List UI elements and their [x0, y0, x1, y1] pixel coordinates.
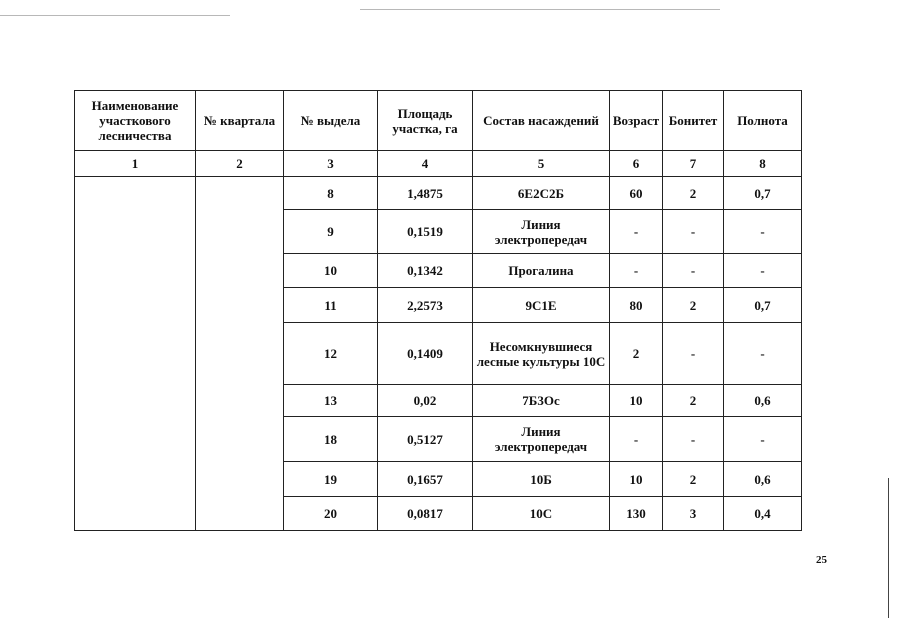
column-number: 5 [473, 151, 610, 177]
forestry-table [74, 90, 802, 531]
column-number-row [75, 151, 802, 177]
bonitet-cell: 2 [663, 177, 724, 210]
header-forestry-name: Наименование участкового лесничества [75, 91, 196, 151]
area-cell: 1,4875 [378, 177, 473, 210]
polnota-cell: 0,7 [724, 177, 802, 210]
vydel-cell: 20 [284, 497, 378, 531]
vydel-cell: 8 [284, 177, 378, 210]
area-cell: 0,0817 [378, 497, 473, 531]
age-cell: 10 [610, 385, 663, 417]
header-age: Возраст [610, 91, 663, 151]
age-cell: 60 [610, 177, 663, 210]
polnota-cell: 0,7 [724, 288, 802, 323]
vydel-cell: 19 [284, 462, 378, 497]
vydel-cell: 9 [284, 210, 378, 254]
area-cell: 0,1519 [378, 210, 473, 254]
area-cell: 0,1409 [378, 323, 473, 385]
scan-artifact-edge [888, 478, 889, 618]
bonitet-cell: 2 [663, 462, 724, 497]
forestry-name-cell [75, 177, 196, 531]
composition-cell: 6Е2С2Б [473, 177, 610, 210]
table-row [75, 177, 802, 210]
age-cell: 130 [610, 497, 663, 531]
polnota-cell: - [724, 417, 802, 462]
header-bonitet: Бонитет [663, 91, 724, 151]
area-cell: 2,2573 [378, 288, 473, 323]
polnota-cell: 0,4 [724, 497, 802, 531]
scan-artifact-line [360, 9, 720, 10]
area-cell: 0,1657 [378, 462, 473, 497]
age-cell: 80 [610, 288, 663, 323]
bonitet-cell: - [663, 210, 724, 254]
age-cell: - [610, 417, 663, 462]
column-number: 1 [75, 151, 196, 177]
header-row [75, 91, 802, 151]
header-area: Площадь участка, га [378, 91, 473, 151]
polnota-cell: 0,6 [724, 462, 802, 497]
polnota-cell: - [724, 323, 802, 385]
composition-cell: 7Б3Ос [473, 385, 610, 417]
scan-artifact-line [0, 15, 230, 16]
area-cell: 0,5127 [378, 417, 473, 462]
column-number: 2 [196, 151, 284, 177]
age-cell: - [610, 254, 663, 288]
vydel-cell: 11 [284, 288, 378, 323]
bonitet-cell: - [663, 417, 724, 462]
age-cell: 2 [610, 323, 663, 385]
column-number: 7 [663, 151, 724, 177]
area-cell: 0,1342 [378, 254, 473, 288]
age-cell: - [610, 210, 663, 254]
column-number: 8 [724, 151, 802, 177]
bonitet-cell: 3 [663, 497, 724, 531]
bonitet-cell: - [663, 254, 724, 288]
column-number: 4 [378, 151, 473, 177]
vydel-cell: 18 [284, 417, 378, 462]
composition-cell: Линия электропередач [473, 210, 610, 254]
header-composition: Состав насаждений [473, 91, 610, 151]
composition-cell: Линия электропередач [473, 417, 610, 462]
polnota-cell: - [724, 254, 802, 288]
polnota-cell: 0,6 [724, 385, 802, 417]
header-polnota: Полнота [724, 91, 802, 151]
composition-cell: Прогалина [473, 254, 610, 288]
age-cell: 10 [610, 462, 663, 497]
bonitet-cell: 2 [663, 288, 724, 323]
bonitet-cell: - [663, 323, 724, 385]
composition-cell: 10С [473, 497, 610, 531]
header-vydel: № выдела [284, 91, 378, 151]
column-number: 6 [610, 151, 663, 177]
vydel-cell: 10 [284, 254, 378, 288]
bonitet-cell: 2 [663, 385, 724, 417]
composition-cell: 9С1Е [473, 288, 610, 323]
page-number: 25 [816, 554, 827, 566]
composition-cell: 10Б [473, 462, 610, 497]
polnota-cell: - [724, 210, 802, 254]
vydel-cell: 13 [284, 385, 378, 417]
header-quarter: № квартала [196, 91, 284, 151]
quarter-cell [196, 177, 284, 531]
area-cell: 0,02 [378, 385, 473, 417]
column-number: 3 [284, 151, 378, 177]
vydel-cell: 12 [284, 323, 378, 385]
composition-cell: Несомкнувшиеся лесные культуры 10С [473, 323, 610, 385]
